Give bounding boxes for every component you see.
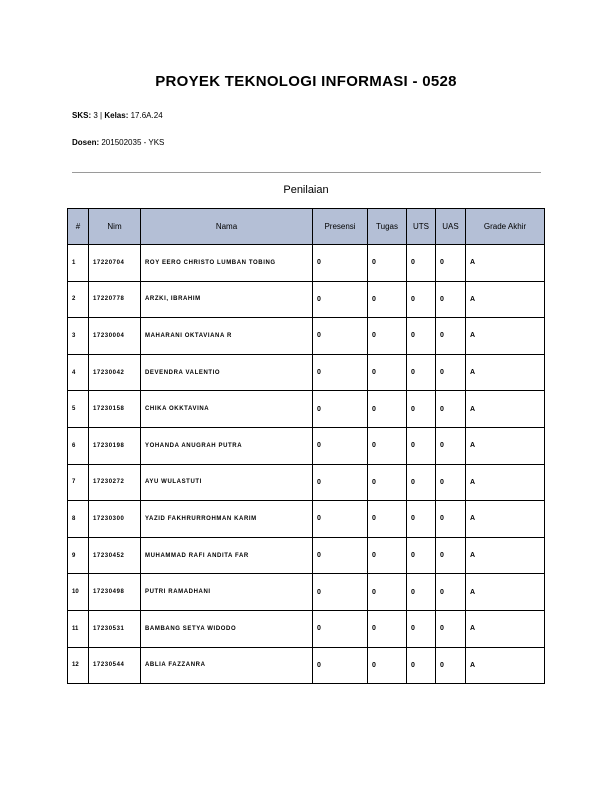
col-header-tugas: Tugas <box>368 209 407 245</box>
cell-nama: ARZKI, IBRAHIM <box>141 281 313 318</box>
cell-tugas: 0 <box>368 647 407 684</box>
cell-uas: 0 <box>436 574 466 611</box>
cell-nim: 17230198 <box>89 427 141 464</box>
cell-no: 11 <box>68 610 89 647</box>
cell-uts: 0 <box>407 610 436 647</box>
cell-uas: 0 <box>436 647 466 684</box>
cell-nama: YAZID FAKHRURROHMAN KARIM <box>141 501 313 538</box>
cell-uts: 0 <box>407 391 436 428</box>
cell-uts: 0 <box>407 537 436 574</box>
cell-uts: 0 <box>407 354 436 391</box>
cell-no: 8 <box>68 501 89 538</box>
cell-uas: 0 <box>436 501 466 538</box>
cell-grade: A <box>466 501 545 538</box>
page-title: PROYEK TEKNOLOGI INFORMASI - 0528 <box>155 73 457 90</box>
cell-uas: 0 <box>436 391 466 428</box>
cell-presensi: 0 <box>313 281 368 318</box>
cell-nama: PUTRI RAMADHANI <box>141 574 313 611</box>
cell-no: 10 <box>68 574 89 611</box>
cell-presensi: 0 <box>313 647 368 684</box>
cell-grade: A <box>466 427 545 464</box>
cell-no: 5 <box>68 391 89 428</box>
cell-tugas: 0 <box>368 318 407 355</box>
cell-nama: MUHAMMAD RAFI ANDITA FAR <box>141 537 313 574</box>
cell-nim: 17230531 <box>89 610 141 647</box>
cell-tugas: 0 <box>368 245 407 282</box>
cell-grade: A <box>466 318 545 355</box>
lecturer-meta-line <box>72 138 164 147</box>
col-header-nim: Nim <box>89 209 141 245</box>
cell-grade: A <box>466 354 545 391</box>
cell-grade: A <box>466 647 545 684</box>
kelas-value: 17.6A.24 <box>130 111 163 120</box>
table-row <box>68 391 545 428</box>
cell-uas: 0 <box>436 537 466 574</box>
cell-nim: 17220778 <box>89 281 141 318</box>
cell-uts: 0 <box>407 647 436 684</box>
cell-grade: A <box>466 610 545 647</box>
cell-uas: 0 <box>436 318 466 355</box>
cell-grade: A <box>466 464 545 501</box>
cell-uts: 0 <box>407 501 436 538</box>
cell-presensi: 0 <box>313 354 368 391</box>
cell-tugas: 0 <box>368 354 407 391</box>
cell-uas: 0 <box>436 245 466 282</box>
cell-no: 6 <box>68 427 89 464</box>
col-header-grade: Grade Akhir <box>466 209 545 245</box>
sks-label: SKS: <box>72 111 92 120</box>
cell-presensi: 0 <box>313 537 368 574</box>
cell-presensi: 0 <box>313 501 368 538</box>
cell-uts: 0 <box>407 318 436 355</box>
cell-nim: 17230300 <box>89 501 141 538</box>
cell-nama: BAMBANG SETYA WIDODO <box>141 610 313 647</box>
horizontal-divider <box>72 172 541 173</box>
table-row <box>68 610 545 647</box>
table-row <box>68 245 545 282</box>
col-header-uts: UTS <box>407 209 436 245</box>
cell-presensi: 0 <box>313 391 368 428</box>
cell-no: 7 <box>68 464 89 501</box>
section-title: Penilaian <box>283 184 329 196</box>
cell-uts: 0 <box>407 281 436 318</box>
table-row <box>68 464 545 501</box>
cell-presensi: 0 <box>313 427 368 464</box>
sks-value: 3 <box>93 111 98 120</box>
cell-nama: CHIKA OKKTAVINA <box>141 391 313 428</box>
cell-uts: 0 <box>407 245 436 282</box>
cell-uas: 0 <box>436 427 466 464</box>
table-row <box>68 537 545 574</box>
cell-nim: 17230544 <box>89 647 141 684</box>
table-row <box>68 318 545 355</box>
grades-table <box>67 208 545 684</box>
cell-grade: A <box>466 574 545 611</box>
cell-no: 2 <box>68 281 89 318</box>
cell-no: 9 <box>68 537 89 574</box>
cell-nama: ABLIA FAZZANRA <box>141 647 313 684</box>
cell-uts: 0 <box>407 574 436 611</box>
cell-nim: 17230004 <box>89 318 141 355</box>
col-header-no: # <box>68 209 89 245</box>
cell-nama: DEVENDRA VALENTIO <box>141 354 313 391</box>
kelas-label: Kelas: <box>104 111 129 120</box>
cell-uas: 0 <box>436 610 466 647</box>
cell-nama: AYU WULASTUTI <box>141 464 313 501</box>
cell-tugas: 0 <box>368 391 407 428</box>
cell-grade: A <box>466 281 545 318</box>
table-row <box>68 281 545 318</box>
cell-uas: 0 <box>436 354 466 391</box>
col-header-presensi: Presensi <box>313 209 368 245</box>
table-row <box>68 647 545 684</box>
cell-no: 12 <box>68 647 89 684</box>
table-header-row <box>68 209 545 245</box>
cell-presensi: 0 <box>313 245 368 282</box>
cell-tugas: 0 <box>368 537 407 574</box>
cell-no: 1 <box>68 245 89 282</box>
cell-nim: 17230158 <box>89 391 141 428</box>
cell-presensi: 0 <box>313 318 368 355</box>
table-row <box>68 574 545 611</box>
cell-grade: A <box>466 391 545 428</box>
cell-tugas: 0 <box>368 427 407 464</box>
cell-nim: 17230042 <box>89 354 141 391</box>
cell-uts: 0 <box>407 464 436 501</box>
cell-no: 4 <box>68 354 89 391</box>
cell-nim: 17230452 <box>89 537 141 574</box>
cell-tugas: 0 <box>368 281 407 318</box>
cell-nama: YOHANDA ANUGRAH PUTRA <box>141 427 313 464</box>
cell-nim: 17220704 <box>89 245 141 282</box>
cell-nama: ROY EERO CHRISTO LUMBAN TOBING <box>141 245 313 282</box>
table-row <box>68 354 545 391</box>
table-body <box>68 245 545 684</box>
meta-separator: | <box>100 111 103 120</box>
cell-uts: 0 <box>407 427 436 464</box>
col-header-uas: UAS <box>436 209 466 245</box>
table-row <box>68 501 545 538</box>
table-row <box>68 427 545 464</box>
dosen-label: Dosen: <box>72 138 100 147</box>
cell-uas: 0 <box>436 464 466 501</box>
cell-uas: 0 <box>436 281 466 318</box>
cell-tugas: 0 <box>368 464 407 501</box>
dosen-value: 201502035 - YKS <box>101 138 165 147</box>
cell-nim: 17230272 <box>89 464 141 501</box>
course-meta-line <box>72 111 163 120</box>
cell-grade: A <box>466 245 545 282</box>
cell-tugas: 0 <box>368 501 407 538</box>
cell-tugas: 0 <box>368 610 407 647</box>
cell-presensi: 0 <box>313 610 368 647</box>
col-header-nama: Nama <box>141 209 313 245</box>
cell-presensi: 0 <box>313 464 368 501</box>
cell-nim: 17230498 <box>89 574 141 611</box>
cell-no: 3 <box>68 318 89 355</box>
cell-grade: A <box>466 537 545 574</box>
cell-tugas: 0 <box>368 574 407 611</box>
cell-presensi: 0 <box>313 574 368 611</box>
cell-nama: MAHARANI OKTAVIANA R <box>141 318 313 355</box>
